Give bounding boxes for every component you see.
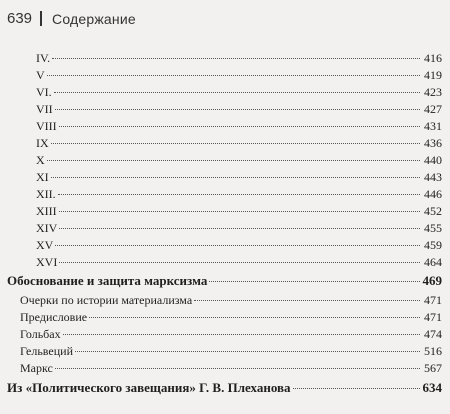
toc-entry-label: IV. <box>36 51 51 65</box>
toc-section[interactable] <box>7 379 442 396</box>
dot-leader <box>47 160 420 161</box>
dot-leader <box>58 194 420 195</box>
toc-entry[interactable] <box>36 50 442 67</box>
dot-leader <box>51 177 420 178</box>
toc-entry-page: 431 <box>424 119 442 133</box>
page-title: Содержание <box>52 10 136 27</box>
dot-leader <box>75 351 420 352</box>
toc-entry[interactable] <box>20 326 442 343</box>
dot-leader <box>47 75 420 76</box>
toc-section[interactable] <box>7 272 442 289</box>
toc-entry-label: VII <box>36 102 53 116</box>
toc-entry-page: 471 <box>424 310 442 324</box>
toc-entry-label: XII. <box>36 187 56 201</box>
toc-entry-page: 567 <box>424 361 442 375</box>
toc-entry-label: VI. <box>36 85 52 99</box>
toc-entry-label: Очерки по истории материализма <box>20 293 193 307</box>
toc-entry[interactable] <box>36 67 442 84</box>
dot-leader <box>59 262 420 263</box>
toc-section-page: 634 <box>422 380 442 395</box>
toc-entry[interactable] <box>36 84 442 101</box>
toc-entry[interactable] <box>20 292 442 309</box>
toc-entry-label: XV <box>36 238 54 252</box>
toc-section-page: 469 <box>422 273 442 288</box>
page-header <box>7 10 136 27</box>
dot-leader <box>59 228 420 229</box>
toc-entry-label: Предисловие <box>20 310 88 324</box>
toc-entry-page: 452 <box>424 204 442 218</box>
dot-leader <box>209 281 420 282</box>
toc-entry-page: 443 <box>424 170 442 184</box>
toc-entry-page: 474 <box>424 327 442 341</box>
toc-entry[interactable] <box>36 169 442 186</box>
toc-section-label: Обоснование и защита марксизма <box>7 273 208 288</box>
toc-entry-page: 459 <box>424 238 442 252</box>
dot-leader <box>59 126 420 127</box>
toc-entry-page: 516 <box>424 344 442 358</box>
dot-leader <box>55 368 420 369</box>
toc-entry-label: XIII <box>36 204 57 218</box>
toc-entry-page: 416 <box>424 51 442 65</box>
dot-leader <box>51 143 420 144</box>
dot-leader <box>63 334 420 335</box>
toc-entry[interactable] <box>36 118 442 135</box>
toc-entry-label: V <box>36 68 45 82</box>
toc-entry-label: XIV <box>36 221 58 235</box>
toc-entry[interactable] <box>36 152 442 169</box>
toc-section-label: Из «Политического завещания» Г. В. Плеханова <box>7 380 291 395</box>
toc-entry-label: Маркс <box>20 361 53 375</box>
toc-entry-label: VIII <box>36 119 57 133</box>
toc-entry-page: 427 <box>424 102 442 116</box>
toc-entry[interactable] <box>20 309 442 326</box>
toc-entry-page: 446 <box>424 187 442 201</box>
dot-leader <box>54 92 420 93</box>
header-divider <box>40 11 42 26</box>
toc-entry-label: XI <box>36 170 49 184</box>
toc-entry-page: 471 <box>424 293 442 307</box>
toc-entry[interactable] <box>36 203 442 220</box>
toc-entry-label: Гельвеций <box>20 344 73 358</box>
toc-entry-page: 436 <box>424 136 442 150</box>
dot-leader <box>293 388 420 389</box>
toc-entry[interactable] <box>36 101 442 118</box>
toc-entry-page: 464 <box>424 255 442 269</box>
toc-entry-page: 419 <box>424 68 442 82</box>
toc-entry[interactable] <box>36 237 442 254</box>
toc-entry-label: XVI <box>36 255 58 269</box>
toc-entry-page: 455 <box>424 221 442 235</box>
dot-leader <box>59 211 420 212</box>
toc-entry-label: Гольбах <box>20 327 61 341</box>
dot-leader <box>55 109 420 110</box>
toc-entry-page: 423 <box>424 85 442 99</box>
dot-leader <box>89 317 420 318</box>
toc-entry[interactable] <box>36 220 442 237</box>
toc-entry[interactable] <box>20 343 442 360</box>
dot-leader <box>52 58 420 59</box>
page-number: 639 <box>7 10 33 27</box>
dot-leader <box>194 300 420 301</box>
dot-leader <box>55 245 420 246</box>
toc-entry-page: 440 <box>424 153 442 167</box>
toc-entry[interactable] <box>36 186 442 203</box>
toc-entry[interactable] <box>20 360 442 377</box>
toc-entry-label: X <box>36 153 45 167</box>
toc-entry-label: IX <box>36 136 49 150</box>
toc-entry[interactable] <box>36 135 442 152</box>
toc-entry[interactable] <box>36 254 442 271</box>
